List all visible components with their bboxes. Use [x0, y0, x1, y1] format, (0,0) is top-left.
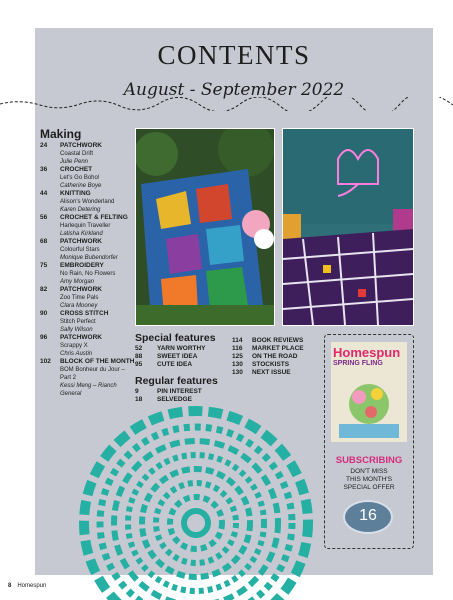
making-entry-author: Julie Penn: [60, 159, 89, 165]
feature-page: 18: [135, 396, 143, 403]
feature-page: 114: [232, 337, 243, 344]
feature-label: STOCKISTS: [252, 361, 290, 368]
making-entry[interactable]: [40, 238, 135, 262]
feature-page: 52: [135, 345, 143, 352]
making-entry-author: Latisha Kirkland: [60, 231, 103, 237]
making-entry-title: Let's Go Boho!: [60, 175, 100, 181]
crochet-doily-image: [78, 405, 318, 600]
making-entry-category: PATCHWORK: [60, 334, 103, 341]
making-list: [40, 142, 135, 398]
making-entry-category: PATCHWORK: [60, 142, 103, 149]
making-entry[interactable]: [40, 166, 135, 190]
footer-publication: Homespun: [17, 583, 47, 589]
magazine-cover[interactable]: [331, 342, 407, 442]
making-entry-page: 56: [40, 214, 48, 221]
making-entry-author: Clara Mooney: [60, 303, 98, 309]
feature-row[interactable]: [232, 369, 304, 377]
feature-label: BOOK REVIEWS: [252, 337, 304, 344]
feature-row[interactable]: [232, 345, 304, 353]
feature-page: 88: [135, 353, 143, 360]
regular-features-heading: Regular features: [135, 375, 218, 387]
bed-quilt-photo: [282, 128, 414, 326]
making-entry-category: EMBROIDERY: [60, 262, 104, 269]
making-entry-page: 96: [40, 334, 48, 341]
subscribe-line-2: THIS MONTH'S: [345, 476, 393, 483]
special-features: [135, 332, 216, 369]
feature-page: 125: [232, 353, 243, 360]
making-entry-author: Amy Morgan: [60, 279, 95, 285]
making-entry-page: 44: [40, 190, 48, 197]
making-entry-page: 82: [40, 286, 48, 293]
feature-label: MARKET PLACE: [252, 345, 304, 352]
making-entry-page: 102: [40, 358, 51, 365]
cover-brand: Homespun: [333, 345, 401, 360]
making-entry-author: Catherine Boye: [60, 183, 102, 189]
making-entry-title: Harlequin Traveller: [60, 223, 111, 229]
more-features: [232, 337, 304, 377]
making-entry[interactable]: [40, 190, 135, 214]
feature-label: PIN INTEREST: [157, 388, 202, 395]
regular-features: [135, 375, 218, 404]
making-entry[interactable]: [40, 214, 135, 238]
making-entry-page: 24: [40, 142, 48, 149]
making-entry-page: 90: [40, 310, 48, 317]
making-entry-title: BOM Bonheur du Jour – Part 2: [60, 367, 125, 381]
page-title: CONTENTS: [157, 40, 311, 70]
cover-subtitle: SPRING FLING: [333, 360, 383, 367]
quilt-photo: [135, 128, 275, 326]
feature-row[interactable]: [135, 388, 218, 396]
making-entry-category: PATCHWORK: [60, 238, 103, 245]
subscribe-line-3: SPECIAL OFFER: [343, 484, 395, 491]
issue-date: August - September 2022: [123, 80, 345, 100]
making-entry-author: Kessi Meng – Rianch General: [60, 383, 117, 397]
making-entry-author: Karen Detering: [60, 207, 101, 213]
making-entry-category: KNITTING: [60, 190, 91, 197]
feature-label: YARN WORTHY: [157, 345, 206, 352]
making-entry-category: CROSS STITCH: [60, 310, 109, 317]
stitch-line-decoration: [0, 97, 453, 111]
feature-row[interactable]: [135, 361, 216, 369]
making-entry-author: Sally Wilson: [60, 327, 93, 333]
feature-label: SWEET IDEA: [157, 353, 198, 360]
making-entry[interactable]: [40, 310, 135, 334]
making-entry-title: Scrappy X: [60, 343, 88, 349]
making-entry-page: 68: [40, 238, 48, 245]
making-entry-title: Stitch Perfect: [60, 319, 96, 325]
feature-page: 95: [135, 361, 143, 368]
feature-page: 9: [135, 388, 139, 395]
making-entry[interactable]: [40, 142, 135, 166]
feature-row[interactable]: [135, 396, 218, 404]
offer-badge-text: 16: [359, 507, 377, 524]
making-entry-category: CROCHET & FELTING: [60, 214, 128, 221]
making-entry-title: Coastal Drift: [60, 151, 94, 157]
making-entry-title: Zoo Time Pals: [60, 295, 99, 301]
making-entry-category: PATCHWORK: [60, 286, 103, 293]
feature-row[interactable]: [232, 361, 304, 369]
making-entry-page: 36: [40, 166, 48, 173]
feature-page: 116: [232, 345, 243, 352]
making-entry-author: Chris Austin: [60, 351, 93, 357]
making-entry-category: BLOCK OF THE MONTH: [60, 358, 135, 365]
making-entry-author: Monique Bubendorfer: [60, 255, 118, 261]
footer-page-number: 8: [8, 583, 12, 589]
making-entry[interactable]: [40, 286, 135, 310]
offer-badge[interactable]: [343, 500, 393, 534]
making-entry-category: CROCHET: [60, 166, 93, 173]
feature-label: ON THE ROAD: [252, 353, 298, 360]
page-footer: [8, 583, 46, 589]
feature-label: NEXT ISSUE: [252, 369, 291, 376]
feature-page: 130: [232, 361, 243, 368]
feature-row[interactable]: [232, 353, 304, 361]
special-features-heading: Special features: [135, 332, 216, 344]
making-entry-title: No Rain, No Flowers: [60, 271, 116, 277]
making-entry-page: 75: [40, 262, 48, 269]
making-entry[interactable]: [40, 262, 135, 286]
subscribe-title[interactable]: SUBSCRIBING: [335, 455, 403, 466]
feature-row[interactable]: [135, 353, 216, 361]
making-entry[interactable]: [40, 358, 135, 398]
subscribe-line-1: DON'T MISS: [350, 468, 388, 475]
feature-row[interactable]: [232, 337, 304, 345]
feature-page: 130: [232, 369, 243, 376]
feature-row[interactable]: [135, 345, 216, 353]
making-entry-title: Colourful Stars: [60, 247, 100, 253]
feature-label: SELVEDGE: [157, 396, 192, 403]
making-entry[interactable]: [40, 334, 135, 358]
feature-label: CUTE IDEA: [157, 361, 193, 368]
making-entry-title: Alison's Wonderland: [60, 199, 115, 205]
making-heading: Making: [40, 127, 82, 141]
